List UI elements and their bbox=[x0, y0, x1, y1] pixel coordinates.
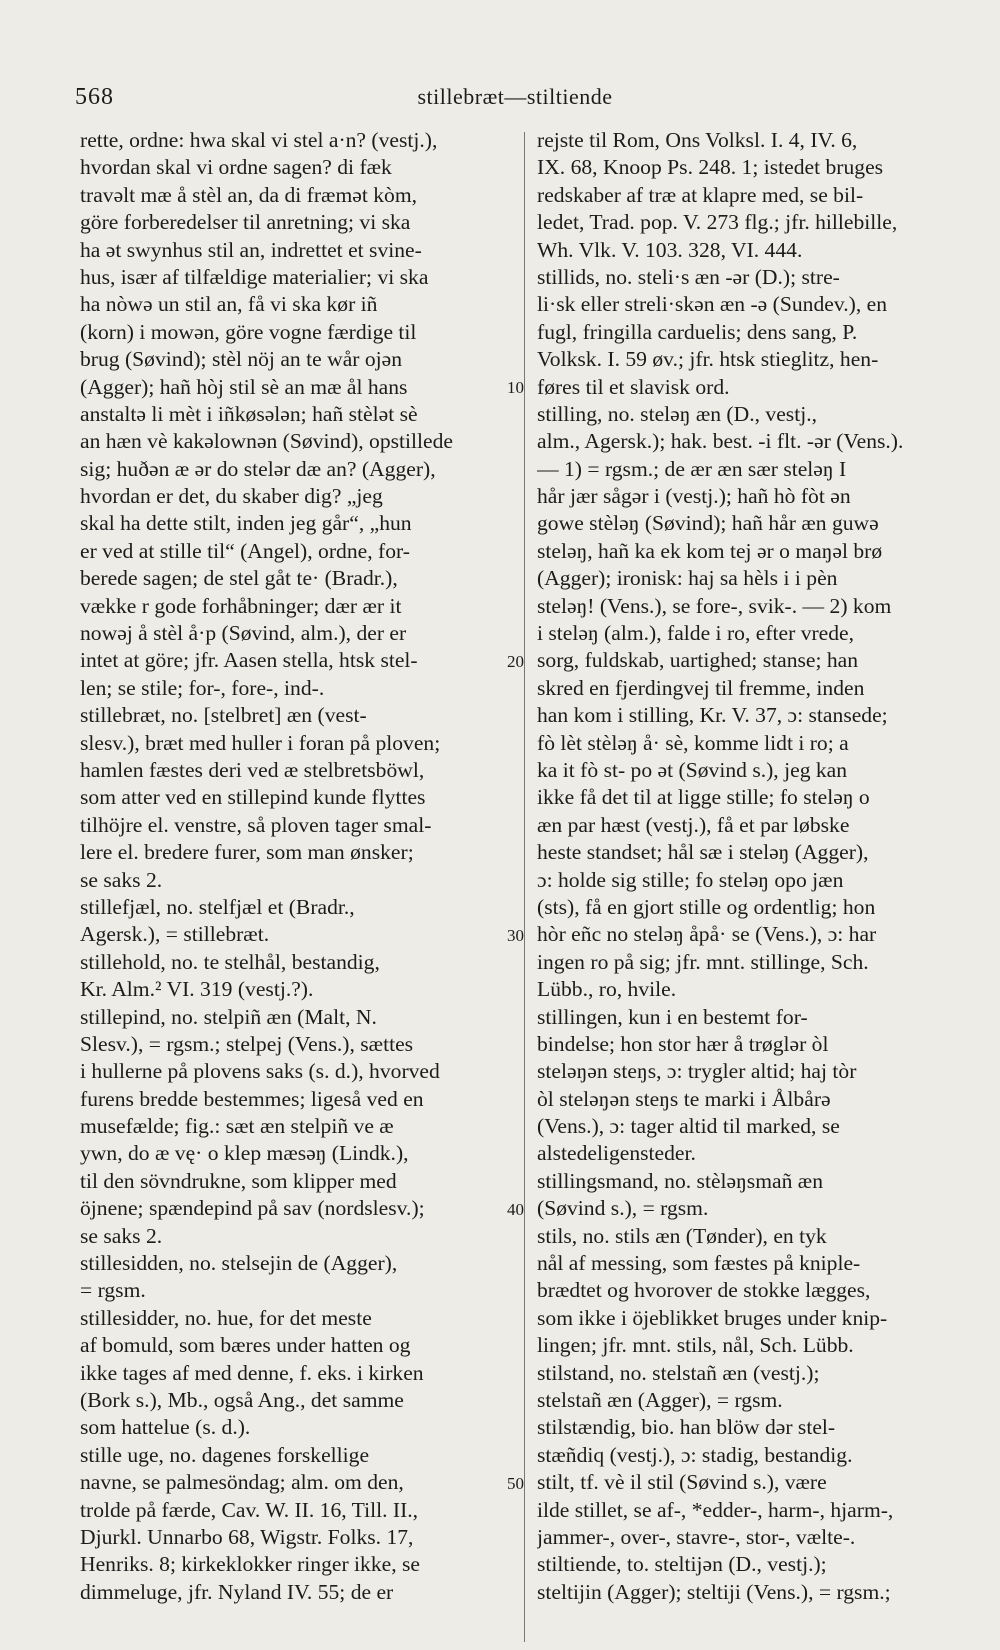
text-line: Kr. Alm.² VI. 319 (vestj.?). bbox=[80, 977, 314, 1002]
text-line: (Agger); hañ hòj stil sè an mæ ål hans bbox=[80, 374, 408, 399]
text-line: = rgsm. bbox=[80, 1278, 146, 1303]
text-line: føres til et slavisk ord. bbox=[537, 374, 730, 399]
text-line: öjnene; spændepind på sav (nordslesv.); bbox=[80, 1196, 425, 1221]
text-line: alm., Agersk.); hak. best. -i flt. -ər (Vens.). bbox=[537, 429, 904, 454]
text-line: stillebræt, no. [stelbret] æn (vest- bbox=[80, 703, 367, 728]
line-number: 40 bbox=[507, 1199, 524, 1219]
text-line: (sts), få en gjort stille og ordentlig; hon bbox=[537, 894, 876, 919]
text-line: se saks 2. bbox=[80, 867, 163, 892]
text-line: skal ha dette stilt, inden jeg går“, „hun bbox=[80, 511, 412, 536]
text-line: gowe stèləŋ (Søvind); hañ hår æn guwə bbox=[537, 511, 879, 536]
text-line: IX. 68, Knoop Ps. 248. 1; istedet bruges bbox=[537, 155, 884, 180]
text-line: stilstændig, bio. han blöw dər stel- bbox=[537, 1415, 836, 1440]
text-line: se saks 2. bbox=[80, 1223, 163, 1248]
text-line: hòr eñc no steləŋ åpå· se (Vens.), ɔ: har bbox=[537, 922, 877, 947]
text-line: hamlen fæstes deri ved æ stelbretsböwl, bbox=[80, 757, 425, 782]
text-line: er ved at stille til“ (Angel), ordne, for- bbox=[80, 538, 410, 563]
text-line: len; se stile; for-, fore-, ind-. bbox=[80, 675, 325, 700]
text-line: steltijin (Agger); steltiji (Vens.), = rgsm.; bbox=[537, 1579, 891, 1604]
text-line: ɔ: holde sig stille; fo steləŋ opo jæn bbox=[537, 867, 844, 892]
text-line: (korn) i mowən, göre vogne færdige til bbox=[80, 319, 417, 344]
text-line: stillepind, no. stelpiñ æn (Malt, N. bbox=[80, 1004, 377, 1029]
text-line: musefælde; fig.: sæt æn stelpiñ ve æ bbox=[80, 1114, 394, 1139]
text-line: skred en fjerdingvej til fremme, inden bbox=[537, 675, 865, 700]
text-line: Wh. Vlk. V. 103. 328, VI. 444. bbox=[537, 237, 803, 262]
text-line: alstedeligensteder. bbox=[537, 1141, 696, 1166]
text-line: stillehold, no. te stelhål, bestandig, bbox=[80, 949, 380, 974]
text-line: anstaltə li mèt i iñkøsələn; hañ stèlət sè bbox=[80, 401, 418, 426]
text-line: — 1) = rgsm.; de ær æn sær steləŋ I bbox=[537, 456, 847, 481]
line-number: 50 bbox=[507, 1473, 524, 1493]
text-line: ywn, do æ vę· o klep mæsəŋ (Lindk.), bbox=[80, 1141, 409, 1166]
text-line: heste standset; hål sæ i steləŋ (Agger), bbox=[537, 840, 869, 865]
text-line: dimmeluge, jfr. Nyland IV. 55; de er bbox=[80, 1579, 394, 1604]
text-line: stiltiende, to. steltijən (D., vestj.); bbox=[537, 1552, 827, 1577]
text-line: stils, no. stils æn (Tønder), en tyk bbox=[537, 1223, 827, 1248]
line-number: 20 bbox=[507, 651, 524, 671]
running-head: stillebræt—stiltiende bbox=[417, 84, 613, 109]
text-line: ha nòwə un stil an, få vi ska kør iñ bbox=[80, 292, 378, 317]
text-line: ilde stillet, se af-, *edder-, harm-, hjarm-, bbox=[537, 1497, 894, 1522]
text-line: an hæn vè kakəlownən (Søvind), opstillede bbox=[80, 429, 454, 454]
text-line: hår jær sågər i (vestj.); hañ hò fòt ən bbox=[537, 484, 851, 509]
text-line: intet at göre; jfr. Aasen stella, htsk stel- bbox=[80, 648, 418, 673]
text-line: steləŋən steŋs, ɔ: trygler altid; haj tòr bbox=[537, 1059, 857, 1084]
text-line: sig; huðən æ ər do stelər dæ an? (Agger), bbox=[80, 456, 436, 481]
text-line: vække r gode forhåbninger; dær ær it bbox=[80, 593, 402, 618]
text-line: li·sk eller streli·skən æn -ə (Sundev.), en bbox=[537, 292, 888, 317]
text-line: til den sövndrukne, som klipper med bbox=[80, 1168, 397, 1193]
text-line: stillefjæl, no. stelfjæl et (Bradr., bbox=[80, 894, 355, 919]
text-line: ingen ro på sig; jfr. mnt. stillinge, Sch. bbox=[537, 949, 869, 974]
line-number: 30 bbox=[507, 925, 524, 945]
text-line: navne, se palmesöndag; alm. om den, bbox=[80, 1470, 404, 1495]
column-divider bbox=[524, 132, 525, 1642]
text-line: stillingsmand, no. stèləŋsmañ æn bbox=[537, 1168, 823, 1193]
text-line: trolde på færde, Cav. W. II. 16, Till. II., bbox=[80, 1497, 419, 1522]
text-line: hus, især af tilfældige materialier; vi ska bbox=[80, 264, 429, 289]
text-line: Djurkl. Unnarbo 68, Wigstr. Folks. 17, bbox=[80, 1524, 414, 1549]
text-line: æn par hæst (vestj.), få et par løbske bbox=[537, 812, 850, 837]
text-line: som hattelue (s. d.). bbox=[80, 1415, 251, 1440]
text-line: lere el. bredere furer, som man ønsker; bbox=[80, 840, 414, 865]
text-line: stilling, no. steləŋ æn (D., vestj., bbox=[537, 401, 817, 426]
text-line: (Vens.), ɔ: tager altid til marked, se bbox=[537, 1114, 840, 1139]
text-line: stæñdiq (vestj.), ɔ: stadig, bestandig. bbox=[537, 1442, 853, 1467]
text-line: Slesv.), = rgsm.; stelpej (Vens.), sættes bbox=[80, 1031, 414, 1056]
text-line: som ikke i öjeblikket bruges under knip- bbox=[537, 1305, 888, 1330]
text-line: i steləŋ (alm.), falde i ro, efter vrede, bbox=[537, 621, 855, 646]
text-line: slesv.), bræt med huller i foran på ploven; bbox=[80, 730, 441, 755]
text-line: bindelse; hon stor hær å trøglər òl bbox=[537, 1031, 829, 1056]
text-line: stillingen, kun i en bestemt for- bbox=[537, 1004, 808, 1029]
text-line: ka it fò st- po ət (Søvind s.), jeg kan bbox=[537, 757, 848, 782]
text-line: òl steləŋən steŋs te marki i Ålbårə bbox=[537, 1086, 831, 1111]
text-line: nål af messing, som fæstes på kniple- bbox=[537, 1251, 861, 1276]
text-line: ikke tages af med denne, f. eks. i kirken bbox=[80, 1360, 424, 1385]
text-line: furens bredde bestemmes; ligeså ved en bbox=[80, 1086, 424, 1111]
text-line: travəlt mæ å stèl an, da di fræmət kòm, bbox=[80, 182, 418, 207]
text-line: som atter ved en stillepind kunde flyttes bbox=[80, 785, 426, 810]
text-line: stille uge, no. dagenes forskellige bbox=[80, 1442, 370, 1467]
text-line: Lübb., ro, hvile. bbox=[537, 977, 677, 1002]
text-line: ha ət swynhus stil an, indrettet et svine- bbox=[80, 237, 422, 262]
text-line: rejste til Rom, Ons Volksl. I. 4, IV. 6, bbox=[537, 128, 858, 152]
text-line: nowəj å stèl å·p (Søvind, alm.), der er bbox=[80, 621, 407, 646]
text-line: (Agger); ironisk: haj sa hèls i i pèn bbox=[537, 566, 838, 591]
text-line: hvordan skal vi ordne sagen? di fæk bbox=[80, 155, 392, 180]
right-column bbox=[537, 127, 965, 1606]
text-line: ikke få det til at ligge stille; fo steləŋ o bbox=[537, 785, 870, 810]
text-line: lingen; jfr. mnt. stils, nål, Sch. Lübb. bbox=[537, 1333, 854, 1358]
left-column bbox=[80, 127, 512, 1606]
page-number: 568 bbox=[75, 84, 114, 110]
line-number: 10 bbox=[507, 377, 524, 397]
text-line: af bomuld, som bæres under hatten og bbox=[80, 1333, 411, 1358]
text-line: ledet, Trad. pop. V. 273 flg.; jfr. hillebille, bbox=[537, 210, 898, 235]
text-line: steləŋ! (Vens.), se fore-, svik-. — 2) kom bbox=[537, 593, 892, 618]
text-line: jammer-, over-, stavre-, stor-, vælte-. bbox=[537, 1524, 856, 1549]
text-line: sorg, fuldskab, uartighed; stanse; han bbox=[537, 648, 859, 673]
text-line: fugl, fringilla carduelis; dens sang, P. bbox=[537, 319, 858, 344]
text-line: brug (Søvind); stèl nöj an te wår ojən bbox=[80, 347, 403, 372]
text-line: berede sagen; de stel gåt te· (Bradr.), bbox=[80, 566, 398, 591]
text-line: tilhöjre el. venstre, så ploven tager smal- bbox=[80, 812, 432, 837]
text-line: Volksk. I. 59 øv.; jfr. htsk stieglitz, hen- bbox=[537, 347, 879, 372]
text-line: stilt, tf. vè il stil (Søvind s.), være bbox=[537, 1470, 827, 1495]
text-line: i hullerne på plovens saks (s. d.), hvorved bbox=[80, 1059, 440, 1084]
text-line: stillesidder, no. hue, for det meste bbox=[80, 1305, 372, 1330]
text-line: Agersk.), = stillebræt. bbox=[80, 922, 270, 947]
text-line: stilstand, no. stelstañ æn (vestj.); bbox=[537, 1360, 820, 1385]
text-line: redskaber af træ at klapre med, se bil- bbox=[537, 182, 864, 207]
text-line: stelstañ æn (Agger), = rgsm. bbox=[537, 1387, 783, 1412]
text-line: stillids, no. steli·s æn -ər (D.); stre- bbox=[537, 264, 840, 289]
text-line: han kom i stilling, Kr. V. 37, ɔ: stansede; bbox=[537, 703, 888, 728]
text-line: hvordan er det, du skaber dig? „jeg bbox=[80, 484, 383, 509]
text-line: fò lèt stèləŋ å· sè, komme lidt i ro; a bbox=[537, 730, 849, 755]
text-line: rette, ordne: hwa skal vi stel a·n? (vestj.), bbox=[80, 128, 438, 152]
text-line: stillesidden, no. stelsejin de (Agger), bbox=[80, 1251, 398, 1276]
text-line: (Søvind s.), = rgsm. bbox=[537, 1196, 709, 1221]
text-line: göre forberedelser til anretning; vi ska bbox=[80, 210, 411, 235]
text-line: Henriks. 8; kirkeklokker ringer ikke, se bbox=[80, 1552, 421, 1577]
text-line: brædtet og hvorover de stokke lægges, bbox=[537, 1278, 871, 1303]
text-line: steləŋ, hañ ka ek kom tej ər o maŋəl brø bbox=[537, 538, 883, 563]
text-line: (Bork s.), Mb., også Ang., det samme bbox=[80, 1387, 404, 1412]
